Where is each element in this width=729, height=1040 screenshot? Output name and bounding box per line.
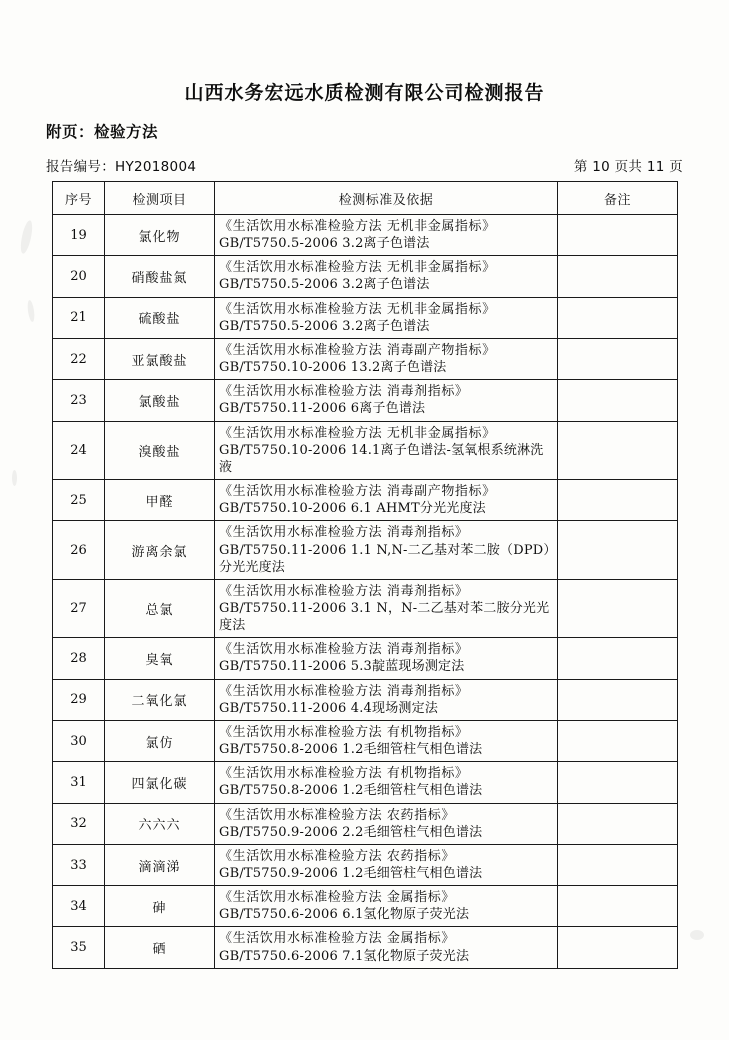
cell-standard [215,762,558,803]
cell-item: 游离余氯 [105,521,215,579]
cell-item: 溴酸盐 [105,421,215,479]
table-row [53,421,678,479]
cell-no: 24 [53,421,105,479]
table-row [53,844,678,885]
standard-code: GB/T5750.10-2006 6.1 AHMT分光光度法 [219,501,486,517]
cell-standard [215,803,558,844]
standard-title: 《生活饮用水标准检验方法 农药指标》 [219,848,455,864]
standard-title: 《生活饮用水标准检验方法 消毒剂指标》 [219,525,469,541]
cell-no: 33 [53,844,105,885]
appendix-subtitle: 附页：检验方法 [46,123,159,141]
table-row [53,380,678,421]
cell-standard [215,927,558,968]
standard-title: 《生活饮用水标准检验方法 无机非金属指标》 [219,425,496,441]
table-row [53,297,678,338]
standard-title: 《生活饮用水标准检验方法 消毒剂指标》 [219,583,469,599]
standard-title: 《生活饮用水标准检验方法 无机非金属指标》 [219,260,496,276]
cell-item: 总氯 [105,579,215,637]
cell-item: 氯化物 [105,215,215,256]
cell-standard [215,297,558,338]
standard-code: GB/T5750.11-2006 3.1 N，N-二乙基对苯二胺分光光度法 [219,600,550,634]
standard-code: GB/T5750.6-2006 6.1氢化物原子荧光法 [219,907,470,923]
cell-no: 30 [53,720,105,761]
cell-note [558,480,678,521]
cell-standard [215,480,558,521]
column-header-standard: 检测标准及依据 [215,182,558,215]
cell-no: 35 [53,927,105,968]
table-row [53,720,678,761]
standard-title: 《生活饮用水标准检验方法 农药指标》 [219,807,455,823]
standard-code: GB/T5750.8-2006 1.2毛细管柱气相色谱法 [219,783,483,799]
cell-note [558,579,678,637]
standard-code: GB/T5750.9-2006 2.2毛细管柱气相色谱法 [219,824,483,840]
cell-no: 23 [53,380,105,421]
table-row [53,521,678,579]
cell-item: 甲醛 [105,480,215,521]
cell-standard [215,886,558,927]
standard-code: GB/T5750.11-2006 5.3靛蓝现场测定法 [219,659,465,675]
cell-note [558,638,678,679]
cell-no: 19 [53,215,105,256]
standard-code: GB/T5750.9-2006 1.2毛细管柱气相色谱法 [219,866,483,881]
scan-blemish [690,930,704,940]
page-number: 第 10 页共 11 页 [573,159,683,175]
cell-no: 25 [53,480,105,521]
cell-note [558,927,678,968]
scan-blemish [19,219,35,254]
table-row [53,338,678,379]
cell-note [558,679,678,720]
cell-note [558,762,678,803]
report-title: 山西水务宏远水质检测有限公司检测报告 [184,82,545,104]
cell-standard [215,844,558,885]
cell-note [558,720,678,761]
cell-standard [215,421,558,479]
cell-note [558,297,678,338]
standard-title: 《生活饮用水标准检验方法 消毒副产物指标》 [219,342,496,358]
table-row [53,480,678,521]
cell-no: 21 [53,297,105,338]
table-row [53,927,678,968]
standard-title: 《生活饮用水标准检验方法 有机物指标》 [219,724,469,740]
standard-title: 《生活饮用水标准检验方法 无机非金属指标》 [219,219,496,234]
cell-no: 31 [53,762,105,803]
table-row [53,256,678,297]
cell-note [558,215,678,256]
cell-item: 臭氧 [105,638,215,679]
standard-code: GB/T5750.5-2006 3.2离子色谱法 [219,236,430,252]
standard-title: 《生活饮用水标准检验方法 金属指标》 [219,931,455,947]
cell-no: 32 [53,803,105,844]
standard-code: GB/T5750.10-2006 13.2离子色谱法 [219,360,447,376]
cell-no: 29 [53,679,105,720]
cell-note [558,844,678,885]
cell-no: 22 [53,338,105,379]
standard-code: GB/T5750.11-2006 4.4现场测定法 [219,700,439,716]
cell-item: 氯仿 [105,720,215,761]
cell-item: 氯酸盐 [105,380,215,421]
table-row [53,638,678,679]
cell-no: 26 [53,521,105,579]
cell-item: 四氯化碳 [105,762,215,803]
cell-standard [215,521,558,579]
cell-item: 硒 [105,927,215,968]
cell-note [558,803,678,844]
cell-standard [215,579,558,637]
column-header-item: 检测项目 [105,182,215,215]
table-header-row [53,182,678,215]
standard-code: GB/T5750.5-2006 3.2离子色谱法 [219,318,430,334]
cell-item: 滴滴涕 [105,844,215,885]
table-row [53,579,678,637]
cell-standard [215,256,558,297]
cell-no: 28 [53,638,105,679]
standard-code: GB/T5750.11-2006 1.1 N,N-二乙基对苯二胺（DPD）分光光度法 [219,542,551,575]
standard-code: GB/T5750.10-2006 14.1离子色谱法-氢氧根系统淋洗液 [219,442,544,475]
cell-item: 硫酸盐 [105,297,215,338]
cell-no: 27 [53,579,105,637]
cell-standard [215,215,558,256]
test-method-table [52,181,678,969]
table-row [53,215,678,256]
standard-title: 《生活饮用水标准检验方法 金属指标》 [219,890,455,906]
scan-blemish [12,470,17,486]
cell-standard [215,380,558,421]
cell-standard [215,679,558,720]
cell-standard [215,338,558,379]
table-row [53,803,678,844]
cell-item: 亚氯酸盐 [105,338,215,379]
standard-code: GB/T5750.8-2006 1.2毛细管柱气相色谱法 [219,742,483,758]
standard-code: GB/T5750.11-2006 6离子色谱法 [219,401,426,417]
table-row [53,679,678,720]
cell-no: 34 [53,886,105,927]
table-row [53,762,678,803]
standard-title: 《生活饮用水标准检验方法 消毒剂指标》 [219,384,469,400]
cell-note [558,421,678,479]
cell-note [558,886,678,927]
scan-blemish [26,300,35,323]
cell-standard [215,720,558,761]
standard-title: 《生活饮用水标准检验方法 消毒剂指标》 [219,642,469,658]
cell-item: 砷 [105,886,215,927]
report-number: 报告编号：HY2018004 [46,159,197,175]
cell-no: 20 [53,256,105,297]
cell-note [558,256,678,297]
cell-item: 二氧化氯 [105,679,215,720]
table-row [53,886,678,927]
standard-code: GB/T5750.5-2006 3.2离子色谱法 [219,277,430,293]
standard-title: 《生活饮用水标准检验方法 无机非金属指标》 [219,301,496,317]
cell-item: 六六六 [105,803,215,844]
column-header-no: 序号 [53,182,105,215]
cell-note [558,338,678,379]
report-meta [46,155,683,175]
standard-title: 《生活饮用水标准检验方法 有机物指标》 [219,766,469,782]
standard-title: 《生活饮用水标准检验方法 消毒剂指标》 [219,683,469,699]
cell-item: 硝酸盐氮 [105,256,215,297]
cell-standard [215,638,558,679]
standard-code: GB/T5750.6-2006 7.1氢化物原子荧光法 [219,948,470,964]
column-header-note: 备注 [558,182,678,215]
standard-title: 《生活饮用水标准检验方法 消毒副产物指标》 [219,484,496,500]
cell-note [558,380,678,421]
cell-note [558,521,678,579]
